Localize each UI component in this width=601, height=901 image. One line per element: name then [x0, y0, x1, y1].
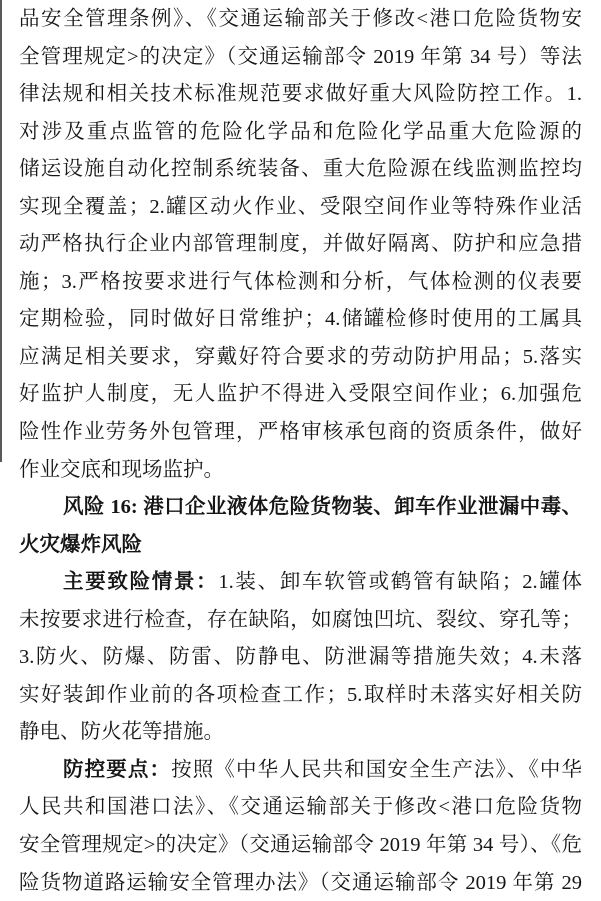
text-line-4-segment-1: 对涉及重点监管的危险化学品和危险化学品重大危险源的	[19, 120, 582, 143]
text-line-22	[19, 789, 582, 827]
text-line-7-segment-1: 动严格执行企业内部管理制度，并做好隔离、防护和应急措	[19, 233, 582, 256]
text-line-14	[19, 489, 582, 527]
text-line-16-segment-2: 1.装、卸车软管或鹤管有缺陷；2.罐体	[218, 571, 582, 594]
text-line-9	[19, 301, 582, 339]
text-line-23-segment-1: 安全管理规定>的决定》（交通运输部令 2019 年第 34 号）、《危	[19, 834, 582, 857]
text-line-10	[19, 339, 582, 377]
text-line-8	[19, 264, 582, 302]
text-line-3-segment-1: 律法规和相关技术标准规范要求做好重大风险防控工作。1.	[19, 83, 582, 106]
text-line-10-segment-1: 应满足相关要求，穿戴好符合要求的劳动防护用品；5.落实	[19, 345, 582, 368]
text-line-1	[19, 1, 582, 39]
text-line-2	[19, 39, 582, 77]
text-line-13	[19, 452, 582, 490]
text-line-19	[19, 677, 582, 715]
document-text	[19, 1, 582, 901]
text-line-23	[19, 827, 582, 865]
text-line-11-segment-1: 好监护人制度，无人监护不得进入受限空间作业；6.加强危	[19, 383, 582, 406]
text-line-1-segment-1: 品安全管理条例》、《交通运输部关于修改<港口危险货物安	[19, 8, 582, 30]
text-line-20-segment-1: 静电、防火花等措施。	[19, 721, 224, 744]
text-line-24-segment-1: 险货物道路运输安全管理办法》（交通运输部令 2019 年第 29	[19, 871, 582, 894]
text-line-16	[19, 564, 582, 602]
text-line-18	[19, 639, 582, 677]
text-line-22-segment-1: 人民共和国港口法》、《交通运输部关于修改<港口危险货物	[19, 796, 582, 819]
text-line-2-segment-1: 全管理规定>的决定》（交通运输部令 2019 年第 34 号）等法	[19, 45, 582, 68]
text-line-17	[19, 602, 582, 640]
text-line-6	[19, 189, 582, 227]
text-line-9-segment-1: 定期检验，同时做好日常维护；4.储罐检修时使用的工属具	[19, 308, 582, 331]
text-line-8-segment-1: 施；3.严格按要求进行气体检测和分析，气体检测的仪表要	[19, 270, 582, 293]
text-line-19-segment-1: 实好装卸作业前的各项检查工作；5.取样时未落实好相关防	[19, 683, 582, 706]
text-line-16-segment-1: 主要致险情景：	[63, 571, 219, 594]
text-line-21-segment-1: 防控要点：	[63, 758, 172, 781]
scan-edge-artifact	[0, 0, 2, 462]
text-line-18-segment-1: 3.防火、防爆、防雷、防静电、防泄漏等措施失效；4.未落	[19, 646, 582, 669]
text-line-4	[19, 114, 582, 152]
text-line-15	[19, 527, 582, 565]
text-line-5-segment-1: 储运设施自动化控制系统装备、重大危险源在线监测监控均	[19, 158, 582, 181]
text-line-5	[19, 151, 582, 189]
text-line-17-segment-1: 未按要求进行检查，存在缺陷，如腐蚀凹坑、裂纹、穿孔等；	[19, 608, 582, 631]
text-line-21-segment-2: 按照《中华人民共和国安全生产法》、《中华	[171, 758, 582, 781]
text-line-15-segment-1: 火灾爆炸风险	[19, 533, 142, 556]
text-line-3	[19, 76, 582, 114]
text-line-12	[19, 414, 582, 452]
text-line-13-segment-1: 作业交底和现场监护。	[19, 458, 224, 481]
text-line-11	[19, 376, 582, 414]
text-line-6-segment-1: 实现全覆盖；2.罐区动火作业、受限空间作业等特殊作业活	[19, 195, 582, 218]
text-line-20	[19, 714, 582, 752]
text-line-24	[19, 865, 582, 901]
text-line-7	[19, 226, 582, 264]
text-line-21	[19, 752, 582, 790]
text-line-12-segment-1: 险性作业劳务外包管理，严格审核承包商的资质条件，做好	[19, 421, 582, 444]
text-line-14-segment-1: 风险 16: 港口企业液体危险货物装、卸车作业泄漏中毒、	[63, 496, 582, 519]
